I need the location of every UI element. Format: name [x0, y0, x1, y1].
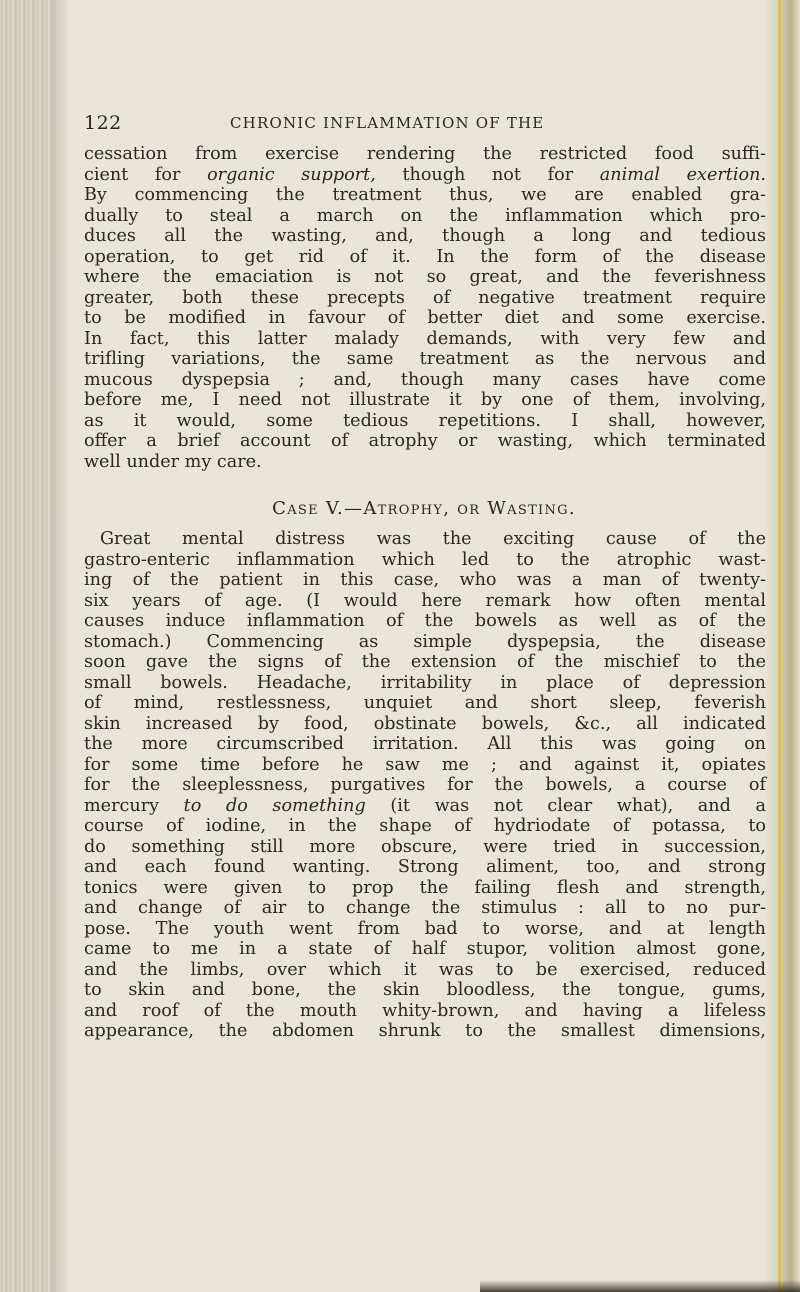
text-line: cessation from exercise rendering the restricted food suffi- [84, 144, 766, 164]
text-line: skin increased by food, obstinate bowels, &c., all indicated [84, 713, 766, 734]
text-line: and change of air to change the stimulus : all to no pur- [84, 898, 766, 918]
running-title: CHRONIC INFLAMMATION OF THE [230, 114, 545, 132]
text-line: to skin and bone, the skin bloodless, the tongue, gums, [84, 980, 766, 1000]
text-line: where the emaciation is not so great, and the feverishness [84, 267, 766, 287]
text-line: the more circumscribed irritation. All this was going on [84, 734, 766, 754]
text-line: greater, both these precepts of negative treatment require [84, 287, 766, 308]
text-line: course of iodine, in the shape of hydriodate of potassa, to [84, 816, 766, 836]
text-line: dually to steal a march on the inflammation which pro- [84, 205, 766, 226]
text-line: tonics were given to prop the failing flesh and strength, [84, 877, 766, 898]
text-line: small bowels. Headache, irritability in place of depression [84, 672, 766, 693]
page-shadow [480, 1280, 800, 1292]
text-line: causes induce inflammation of the bowels as well as of the [84, 611, 766, 631]
text-line: appearance, the abdomen shrunk to the smallest dimensions, [84, 1021, 766, 1041]
text-line: and the limbs, over which it was to be exercised, reduced [84, 959, 766, 980]
text-line: Great mental distress was the exciting cause of the [100, 529, 766, 549]
running-head [84, 112, 764, 138]
text-line: By commencing the treatment thus, we are enabled gra- [84, 185, 766, 205]
text-line: gastro-enteric inflammation which led to the atrophic wast- [84, 549, 766, 570]
paragraph-1 [84, 144, 766, 472]
case-heading: Case V.—Atrophy, or Wasting. [272, 498, 576, 519]
text-line: to be modified in favour of better diet and some exercise. [84, 308, 766, 328]
book-gutter [0, 0, 52, 1292]
text-line: mucous dyspepsia ; and, though many cases have come [84, 369, 766, 390]
text-line: do something still more obscure, were tried in succession, [84, 836, 766, 857]
text-line: as it would, some tedious repetitions. I shall, however, [84, 410, 766, 431]
text-line: and roof of the mouth whity-brown, and having a lifeless [84, 1000, 766, 1021]
paragraph-2 [84, 529, 766, 1042]
text-line: of mind, restlessness, unquiet and short sleep, feverish [84, 693, 766, 713]
text-line: mercury to do something (it was not clear what), and a [84, 795, 766, 816]
text-line: cient for organic support, though not for animal exertion. [84, 164, 766, 185]
text-line: trifling variations, the same treatment as the nervous and [84, 349, 766, 369]
text-line: duces all the wasting, and, though a long and tedious [84, 226, 766, 246]
text-line: before me, I need not illustrate it by one of them, involving, [84, 390, 766, 410]
text-line: pose. The youth went from bad to worse, and at length [84, 918, 766, 939]
text-line: six years of age. (I would here remark how often mental [84, 590, 766, 611]
text-line: ing of the patient in this case, who was a man of twenty- [84, 570, 766, 590]
text-line: came to me in a state of half stupor, volition almost gone, [84, 939, 766, 959]
text-line: soon gave the signs of the extension of the mischief to the [84, 652, 766, 672]
text-line: stomach.) Commencing as simple dyspepsia, the disease [84, 631, 766, 652]
text-line: for some time before he saw me ; and against it, opiates [84, 754, 766, 775]
text-line: well under my care. [84, 451, 262, 472]
text-line: for the sleeplessness, purgatives for the bowels, a course of [84, 775, 766, 795]
text-line: offer a brief account of atrophy or wasting, which terminated [84, 431, 766, 451]
text-line: operation, to get rid of it. In the form of the disease [84, 246, 766, 267]
text-line: and each found wanting. Strong aliment, too, and strong [84, 857, 766, 877]
page-number: 122 [84, 112, 122, 134]
book-page [84, 112, 764, 1042]
text-line: In fact, this latter malady demands, with very few and [84, 328, 766, 349]
page-edge [764, 0, 800, 1292]
